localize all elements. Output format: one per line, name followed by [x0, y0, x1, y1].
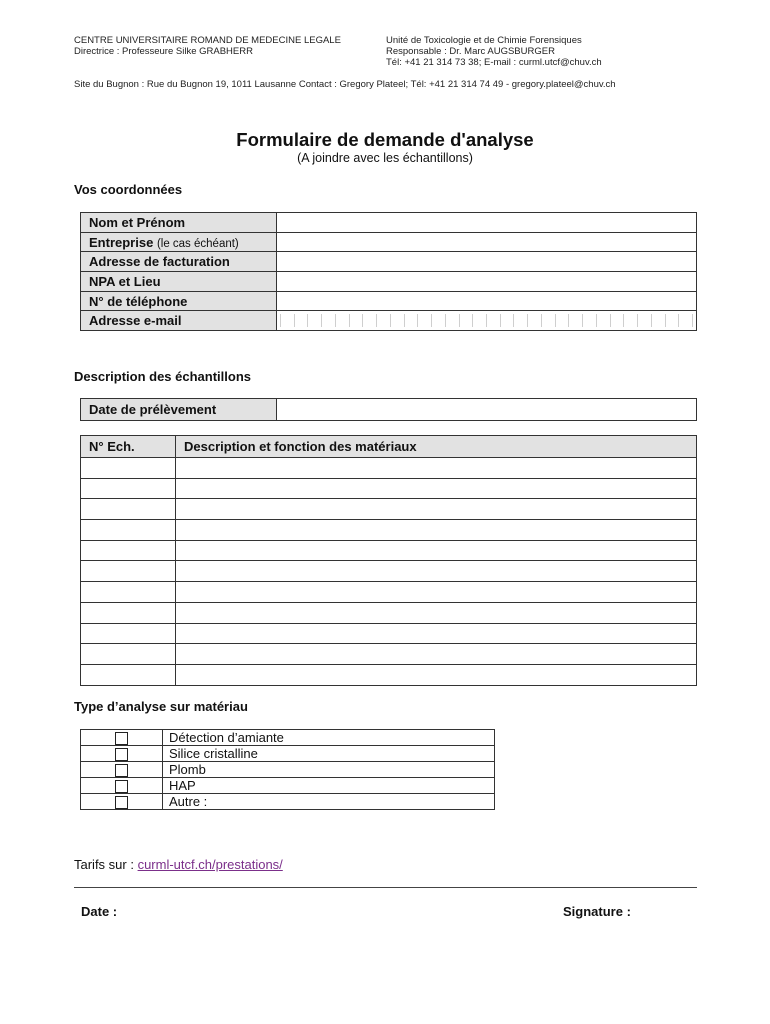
sample-description-cell[interactable] — [176, 602, 697, 623]
table-row — [81, 232, 697, 252]
sample-number-cell[interactable] — [81, 602, 176, 623]
analysis-option-asbestos: Détection d’amiante — [163, 730, 495, 746]
table-row — [81, 762, 495, 778]
company-field[interactable] — [277, 232, 697, 252]
sample-description-cell[interactable] — [176, 582, 697, 603]
sample-description-cell[interactable] — [176, 520, 697, 541]
table-row — [81, 213, 697, 233]
sample-number-cell[interactable] — [81, 458, 176, 479]
table-row — [81, 602, 697, 623]
table-row — [81, 252, 697, 272]
signature-label: Signature : — [563, 904, 631, 919]
institution-name: CENTRE UNIVERSITAIRE ROMAND DE MEDECINE LEGALE — [74, 35, 341, 46]
field-label-company: Entreprise (le cas échéant) — [81, 232, 277, 252]
checkbox-cell — [81, 730, 163, 746]
analysis-option-other: Autre : — [163, 794, 495, 810]
sample-number-cell[interactable] — [81, 623, 176, 644]
table-row — [81, 644, 697, 665]
table-row — [81, 311, 697, 331]
date-label: Date : — [81, 904, 118, 919]
field-label-sampling-date: Date de prélèvement — [81, 399, 277, 421]
section-heading-coordinates: Vos coordonnées — [74, 182, 183, 197]
checkbox-cell — [81, 794, 163, 810]
table-row — [81, 291, 697, 311]
analysis-type-table — [80, 729, 495, 810]
checkbox-cell — [81, 762, 163, 778]
email-field[interactable] — [277, 311, 697, 331]
pah-checkbox[interactable] — [115, 780, 128, 793]
sample-description-cell[interactable] — [176, 623, 697, 644]
analysis-option-pah: HAP — [163, 778, 495, 794]
institution-director: Directrice : Professeure Silke GRABHERR — [74, 46, 253, 57]
field-label-email: Adresse e-mail — [81, 311, 277, 331]
sample-number-cell[interactable] — [81, 561, 176, 582]
table-row — [81, 499, 697, 520]
sample-description-cell[interactable] — [176, 561, 697, 582]
field-label-name: Nom et Prénom — [81, 213, 277, 233]
tarifs-label: Tarifs sur : — [74, 857, 138, 872]
sample-number-cell[interactable] — [81, 499, 176, 520]
unit-name: Unité de Toxicologie et de Chimie Forensiques — [386, 35, 582, 46]
table-row — [81, 582, 697, 603]
sample-number-cell[interactable] — [81, 520, 176, 541]
table-row — [81, 623, 697, 644]
sample-number-cell[interactable] — [81, 664, 176, 685]
checkbox-cell — [81, 778, 163, 794]
billing-address-field[interactable] — [277, 252, 697, 272]
phone-field[interactable] — [277, 291, 697, 311]
table-row — [81, 520, 697, 541]
tarifs-link[interactable]: curml-utcf.ch/prestations/ — [137, 857, 283, 872]
coordinates-table — [80, 212, 697, 331]
table-row — [81, 272, 697, 292]
samples-table — [80, 435, 697, 686]
site-address: Site du Bugnon : Rue du Bugnon 19, 1011 Lausanne Contact : Gregory Plateel; Tél: +41 21 314 74 49 - gregory.plateel@chuv.ch — [74, 79, 616, 90]
sample-description-cell[interactable] — [176, 499, 697, 520]
sample-description-cell[interactable] — [176, 458, 697, 479]
table-row — [81, 664, 697, 685]
postcode-city-field[interactable] — [277, 272, 697, 292]
field-label-phone: N° de téléphone — [81, 291, 277, 311]
silica-checkbox[interactable] — [115, 748, 128, 761]
analysis-option-lead: Plomb — [163, 762, 495, 778]
table-row — [81, 778, 495, 794]
section-heading-analysis: Type d’analyse sur matériau — [74, 699, 248, 714]
asbestos-checkbox[interactable] — [115, 732, 128, 745]
lead-checkbox[interactable] — [115, 764, 128, 777]
sample-number-cell[interactable] — [81, 540, 176, 561]
sample-description-cell[interactable] — [176, 478, 697, 499]
unit-responsible: Responsable : Dr. Marc AUGSBURGER — [386, 46, 555, 57]
column-header-description: Description et fonction des matériaux — [176, 436, 697, 458]
divider — [74, 887, 697, 888]
samples-table-body — [81, 458, 697, 686]
field-label-postcode-city: NPA et Lieu — [81, 272, 277, 292]
section-heading-samples: Description des échantillons — [74, 369, 251, 384]
form-title: Formulaire de demande d'analyse — [236, 129, 534, 150]
sample-description-cell[interactable] — [176, 644, 697, 665]
tarifs-line — [74, 857, 283, 872]
sample-description-cell[interactable] — [176, 664, 697, 685]
header-institution — [74, 35, 341, 57]
table-row — [81, 746, 495, 762]
name-field[interactable] — [277, 213, 697, 233]
table-row — [81, 478, 697, 499]
table-row — [81, 458, 697, 479]
sampling-date-field[interactable] — [277, 399, 697, 421]
email-comb-boxes — [280, 314, 693, 327]
table-row — [81, 540, 697, 561]
unit-contact: Tél: +41 21 314 73 38; E-mail : curml.utcf@chuv.ch — [386, 57, 602, 68]
sample-number-cell[interactable] — [81, 478, 176, 499]
table-row — [81, 399, 697, 421]
other-checkbox[interactable] — [115, 796, 128, 809]
column-header-sample-number: N° Ech. — [81, 436, 176, 458]
table-row — [81, 730, 495, 746]
checkbox-cell — [81, 746, 163, 762]
sampling-date-table — [80, 398, 697, 421]
sample-number-cell[interactable] — [81, 582, 176, 603]
table-row — [81, 794, 495, 810]
sample-description-cell[interactable] — [176, 540, 697, 561]
table-header-row — [81, 436, 697, 458]
sample-number-cell[interactable] — [81, 644, 176, 665]
form-subtitle: (A joindre avec les échantillons) — [297, 151, 473, 165]
analysis-option-silica: Silice cristalline — [163, 746, 495, 762]
header-unit — [386, 35, 602, 68]
table-row — [81, 561, 697, 582]
field-label-billing-address: Adresse de facturation — [81, 252, 277, 272]
